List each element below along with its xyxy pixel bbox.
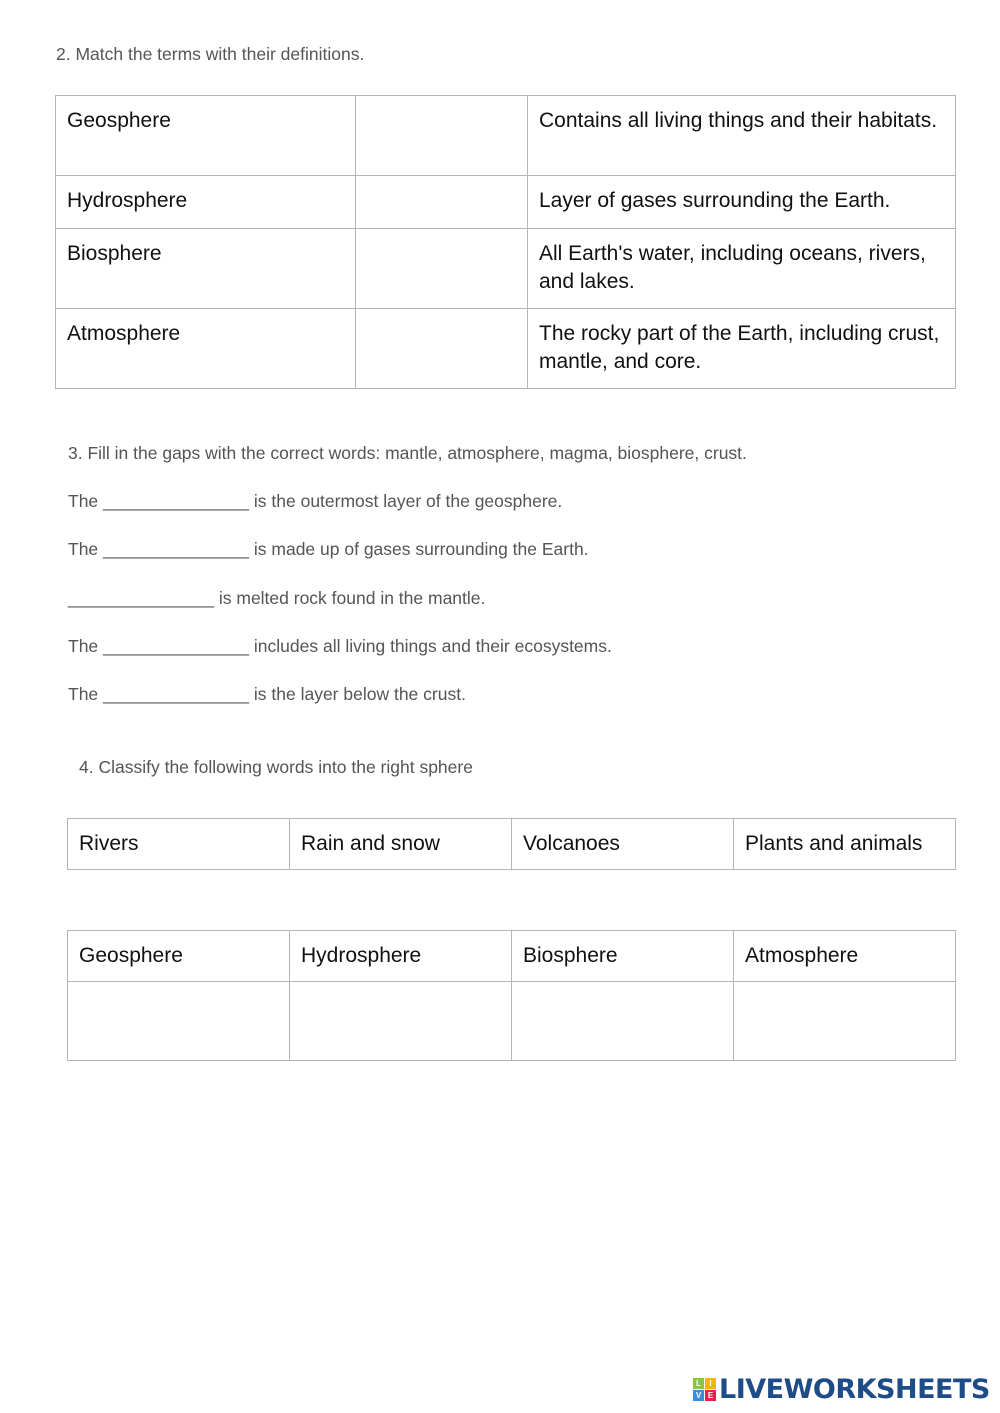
term-cell: Geosphere xyxy=(56,96,356,176)
classify-table xyxy=(67,930,956,1061)
logo-squares-icon xyxy=(693,1378,716,1401)
term-cell: Hydrosphere xyxy=(56,176,356,229)
definition-cell: Layer of gases surrounding the Earth. xyxy=(528,176,956,229)
gap-sentence xyxy=(68,684,466,705)
word-item[interactable]: Rivers xyxy=(68,819,290,870)
gap-sentence xyxy=(68,539,589,560)
match-table xyxy=(55,95,956,389)
term-cell: Biosphere xyxy=(56,229,356,309)
sentence-end: is the outermost layer of the geosphere. xyxy=(249,491,563,511)
logo-text: LIVEWORKSHEETS xyxy=(719,1374,990,1405)
sentence-end: includes all living things and their ecosystems. xyxy=(249,636,612,656)
definition-cell: Contains all living things and their habitats. xyxy=(528,96,956,176)
logo-letter: L xyxy=(693,1378,704,1389)
word-item[interactable]: Rain and snow xyxy=(290,819,512,870)
gap-sentence xyxy=(68,636,612,657)
logo-letter: I xyxy=(705,1378,716,1389)
match-row xyxy=(56,309,956,389)
logo-letter: V xyxy=(693,1390,704,1401)
match-row xyxy=(56,229,956,309)
word-item[interactable]: Plants and animals xyxy=(734,819,956,870)
sentence-start: The xyxy=(68,539,104,559)
logo-letter: E xyxy=(705,1390,716,1401)
section4-instruction: 4. Classify the following words into the right sphere xyxy=(79,757,473,777)
definition-cell: All Earth's water, including oceans, rivers, and lakes. xyxy=(528,229,956,309)
category-header: Hydrosphere xyxy=(290,931,512,982)
category-header: Atmosphere xyxy=(734,931,956,982)
gap-sentence xyxy=(68,588,485,609)
match-row xyxy=(56,96,956,176)
sentence-start: The xyxy=(68,491,104,511)
definition-cell: The rocky part of the Earth, including crust, mantle, and core. xyxy=(528,309,956,389)
gap-sentence xyxy=(68,491,562,512)
category-drop-cell[interactable] xyxy=(512,982,734,1061)
match-answer-cell[interactable] xyxy=(356,96,528,176)
words-table xyxy=(67,818,956,870)
category-header: Biosphere xyxy=(512,931,734,982)
match-row xyxy=(56,176,956,229)
word-item[interactable]: Volcanoes xyxy=(512,819,734,870)
sentence-end: is the layer below the crust. xyxy=(249,684,466,704)
category-header: Geosphere xyxy=(68,931,290,982)
sentence-start: The xyxy=(68,636,104,656)
match-answer-cell[interactable] xyxy=(356,176,528,229)
sentence-end: is made up of gases surrounding the Earth. xyxy=(249,539,589,559)
gap-input[interactable]: _______________ xyxy=(103,539,250,559)
gap-input[interactable]: _______________ xyxy=(103,636,250,656)
sentence-start: The xyxy=(68,684,104,704)
category-drop-cell[interactable] xyxy=(734,982,956,1061)
category-drop-cell[interactable] xyxy=(68,982,290,1061)
section2-instruction: 2. Match the terms with their definitions. xyxy=(56,44,365,64)
match-answer-cell[interactable] xyxy=(356,309,528,389)
section3-instruction: 3. Fill in the gaps with the correct words: mantle, atmosphere, magma, biosphere, crust. xyxy=(68,443,747,463)
gap-input[interactable]: _______________ xyxy=(103,491,250,511)
gap-input[interactable]: _______________ xyxy=(68,588,214,608)
match-answer-cell[interactable] xyxy=(356,229,528,309)
gap-input[interactable]: _______________ xyxy=(103,684,250,704)
category-drop-cell[interactable] xyxy=(290,982,512,1061)
liveworksheets-logo xyxy=(693,1374,990,1405)
term-cell: Atmosphere xyxy=(56,309,356,389)
sentence-end: is melted rock found in the mantle. xyxy=(214,588,486,608)
